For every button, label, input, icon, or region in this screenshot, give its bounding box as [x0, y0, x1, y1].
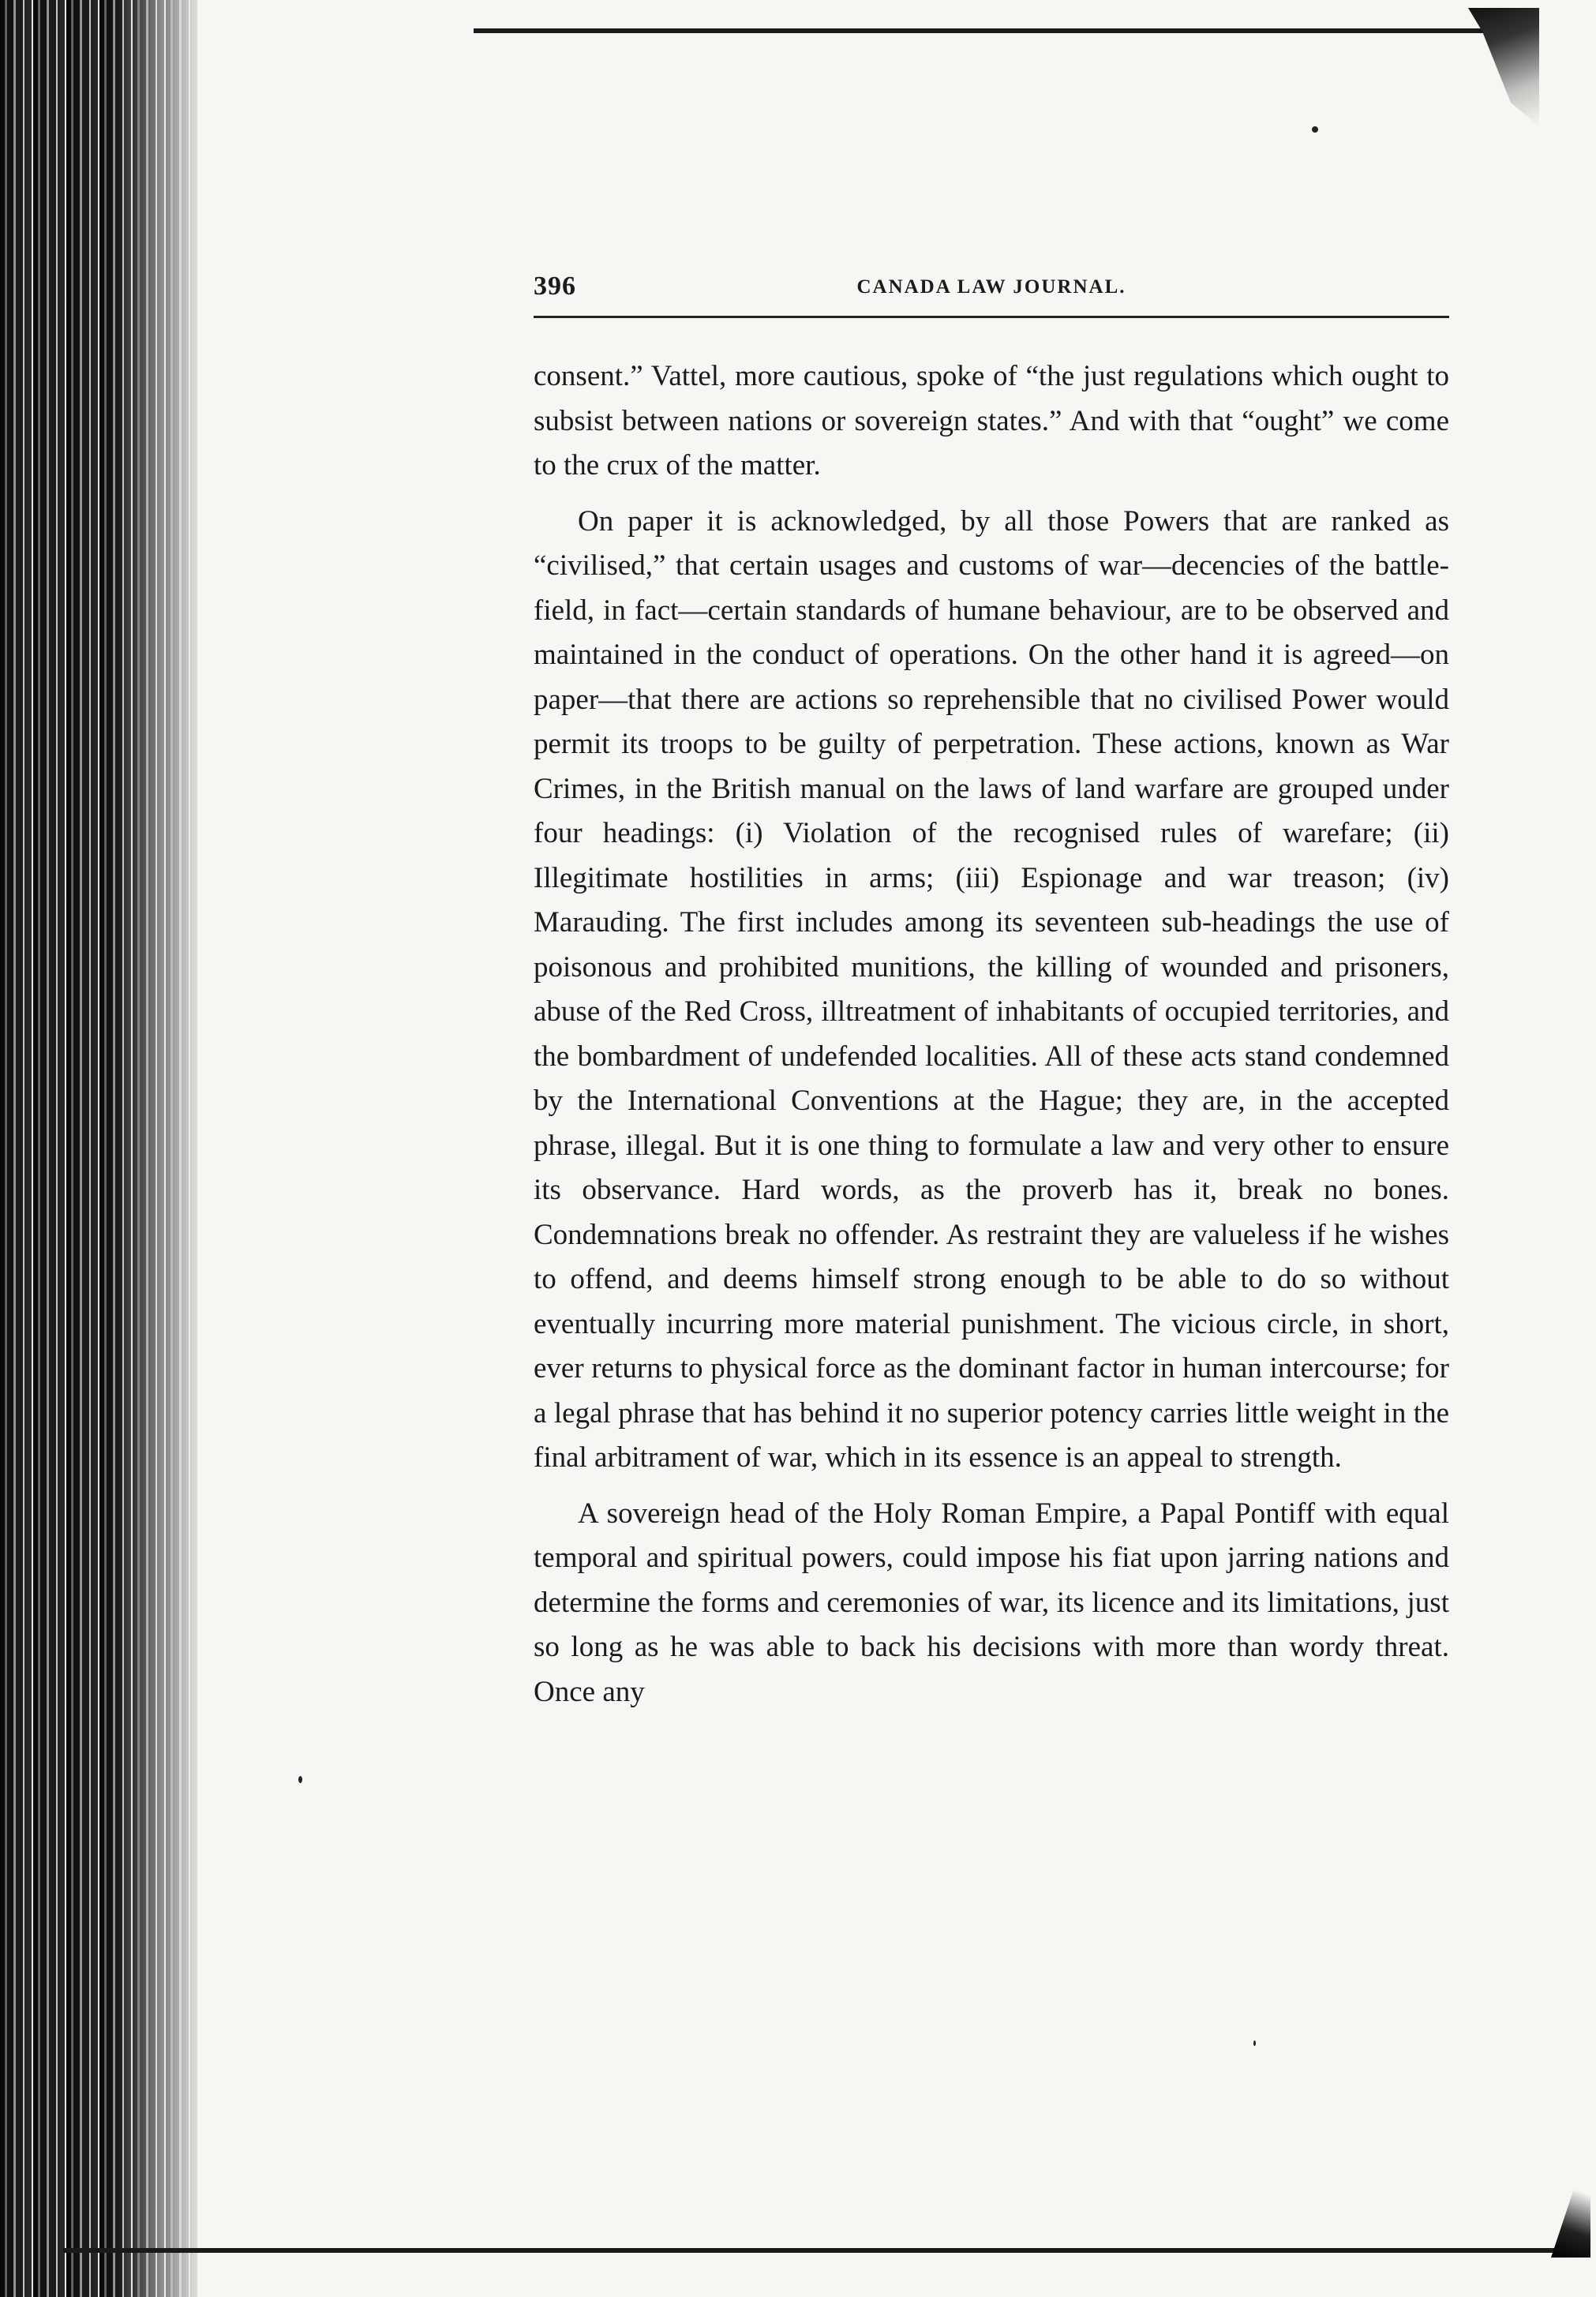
running-head: [534, 268, 1449, 318]
journal-title: CANADA LAW JOURNAL.: [856, 276, 1126, 298]
paragraph: A sovereign head of the Holy Roman Empire, a Papal Pontiff with equal temporal and spiritual powers, could impose his fiat upon jarring nations and determine the forms and ceremonies of war, its licence and its limitations, just so long as he was able to back his decisions with more than wordy threat. Once any: [534, 1497, 1449, 1708]
page-number: 396: [534, 272, 576, 301]
paragraph: consent.” Vattel, more cautious, spoke of “the just regulations which ought to subsist between nations or sovereign states.” And with that “ought” we come to the crux of the matter.: [534, 360, 1449, 482]
scan-corner-smudge: [1468, 8, 1539, 126]
paragraph: On paper it is acknowledged, by all those Powers that are ranked as “civilised,” that certain usages and customs of war—decencies of the battle-field, in fact—certain standards of humane behaviour, are to be observed and maintained in the conduct of operations. On the other hand it is agreed—on paper—that there are actions so reprehensible that no civilised Power would permit its troops to be guilty of perpetration. These actions, known as War Crimes, in the British manual on the laws of land warfare are grouped under four headings: (i) Violation of the recognised rules of warefare; (ii) Illegitimate hostilities in arms; (iii) Espionage and war treason; (iv) Marauding. The first includes among its seventeen sub-headings the use of poisonous and prohibited munitions, the killing of wounded and prisoners, abuse of the Red Cross, illtreatment of inhabitants of occupied territories, and the bombardment of undefended localities. All of these acts stand condemned by the International Conventions at the Hague; they are, in the accepted phrase, illegal. But it is one thing to formulate a law and very other to ensure its observance. Hard words, as the proverb has it, break no bones. Condemnations break no offender. As restraint they are valueless if he wishes to offend, and deems himself strong enough to be able to do so without eventually incurring more material punishment. The vicious circle, in short, ever returns to physical force as the dominant factor in human intercourse; for a legal phrase that has behind it no superior potency carries little weight in the final arbitrament of war, which in its essence is an appeal to strength.: [534, 504, 1449, 1474]
scan-bottom-edge: [63, 2248, 1579, 2253]
book-page: [534, 268, 1449, 1726]
scan-binding-shadow: [118, 0, 245, 2297]
scan-speck: [1253, 2040, 1256, 2046]
scan-speck: [1312, 126, 1318, 133]
scan-speck: [298, 1776, 302, 1783]
body-text: [534, 354, 1449, 1714]
scan-bottom-corner: [1551, 2186, 1590, 2258]
scan-top-edge: [474, 28, 1523, 33]
